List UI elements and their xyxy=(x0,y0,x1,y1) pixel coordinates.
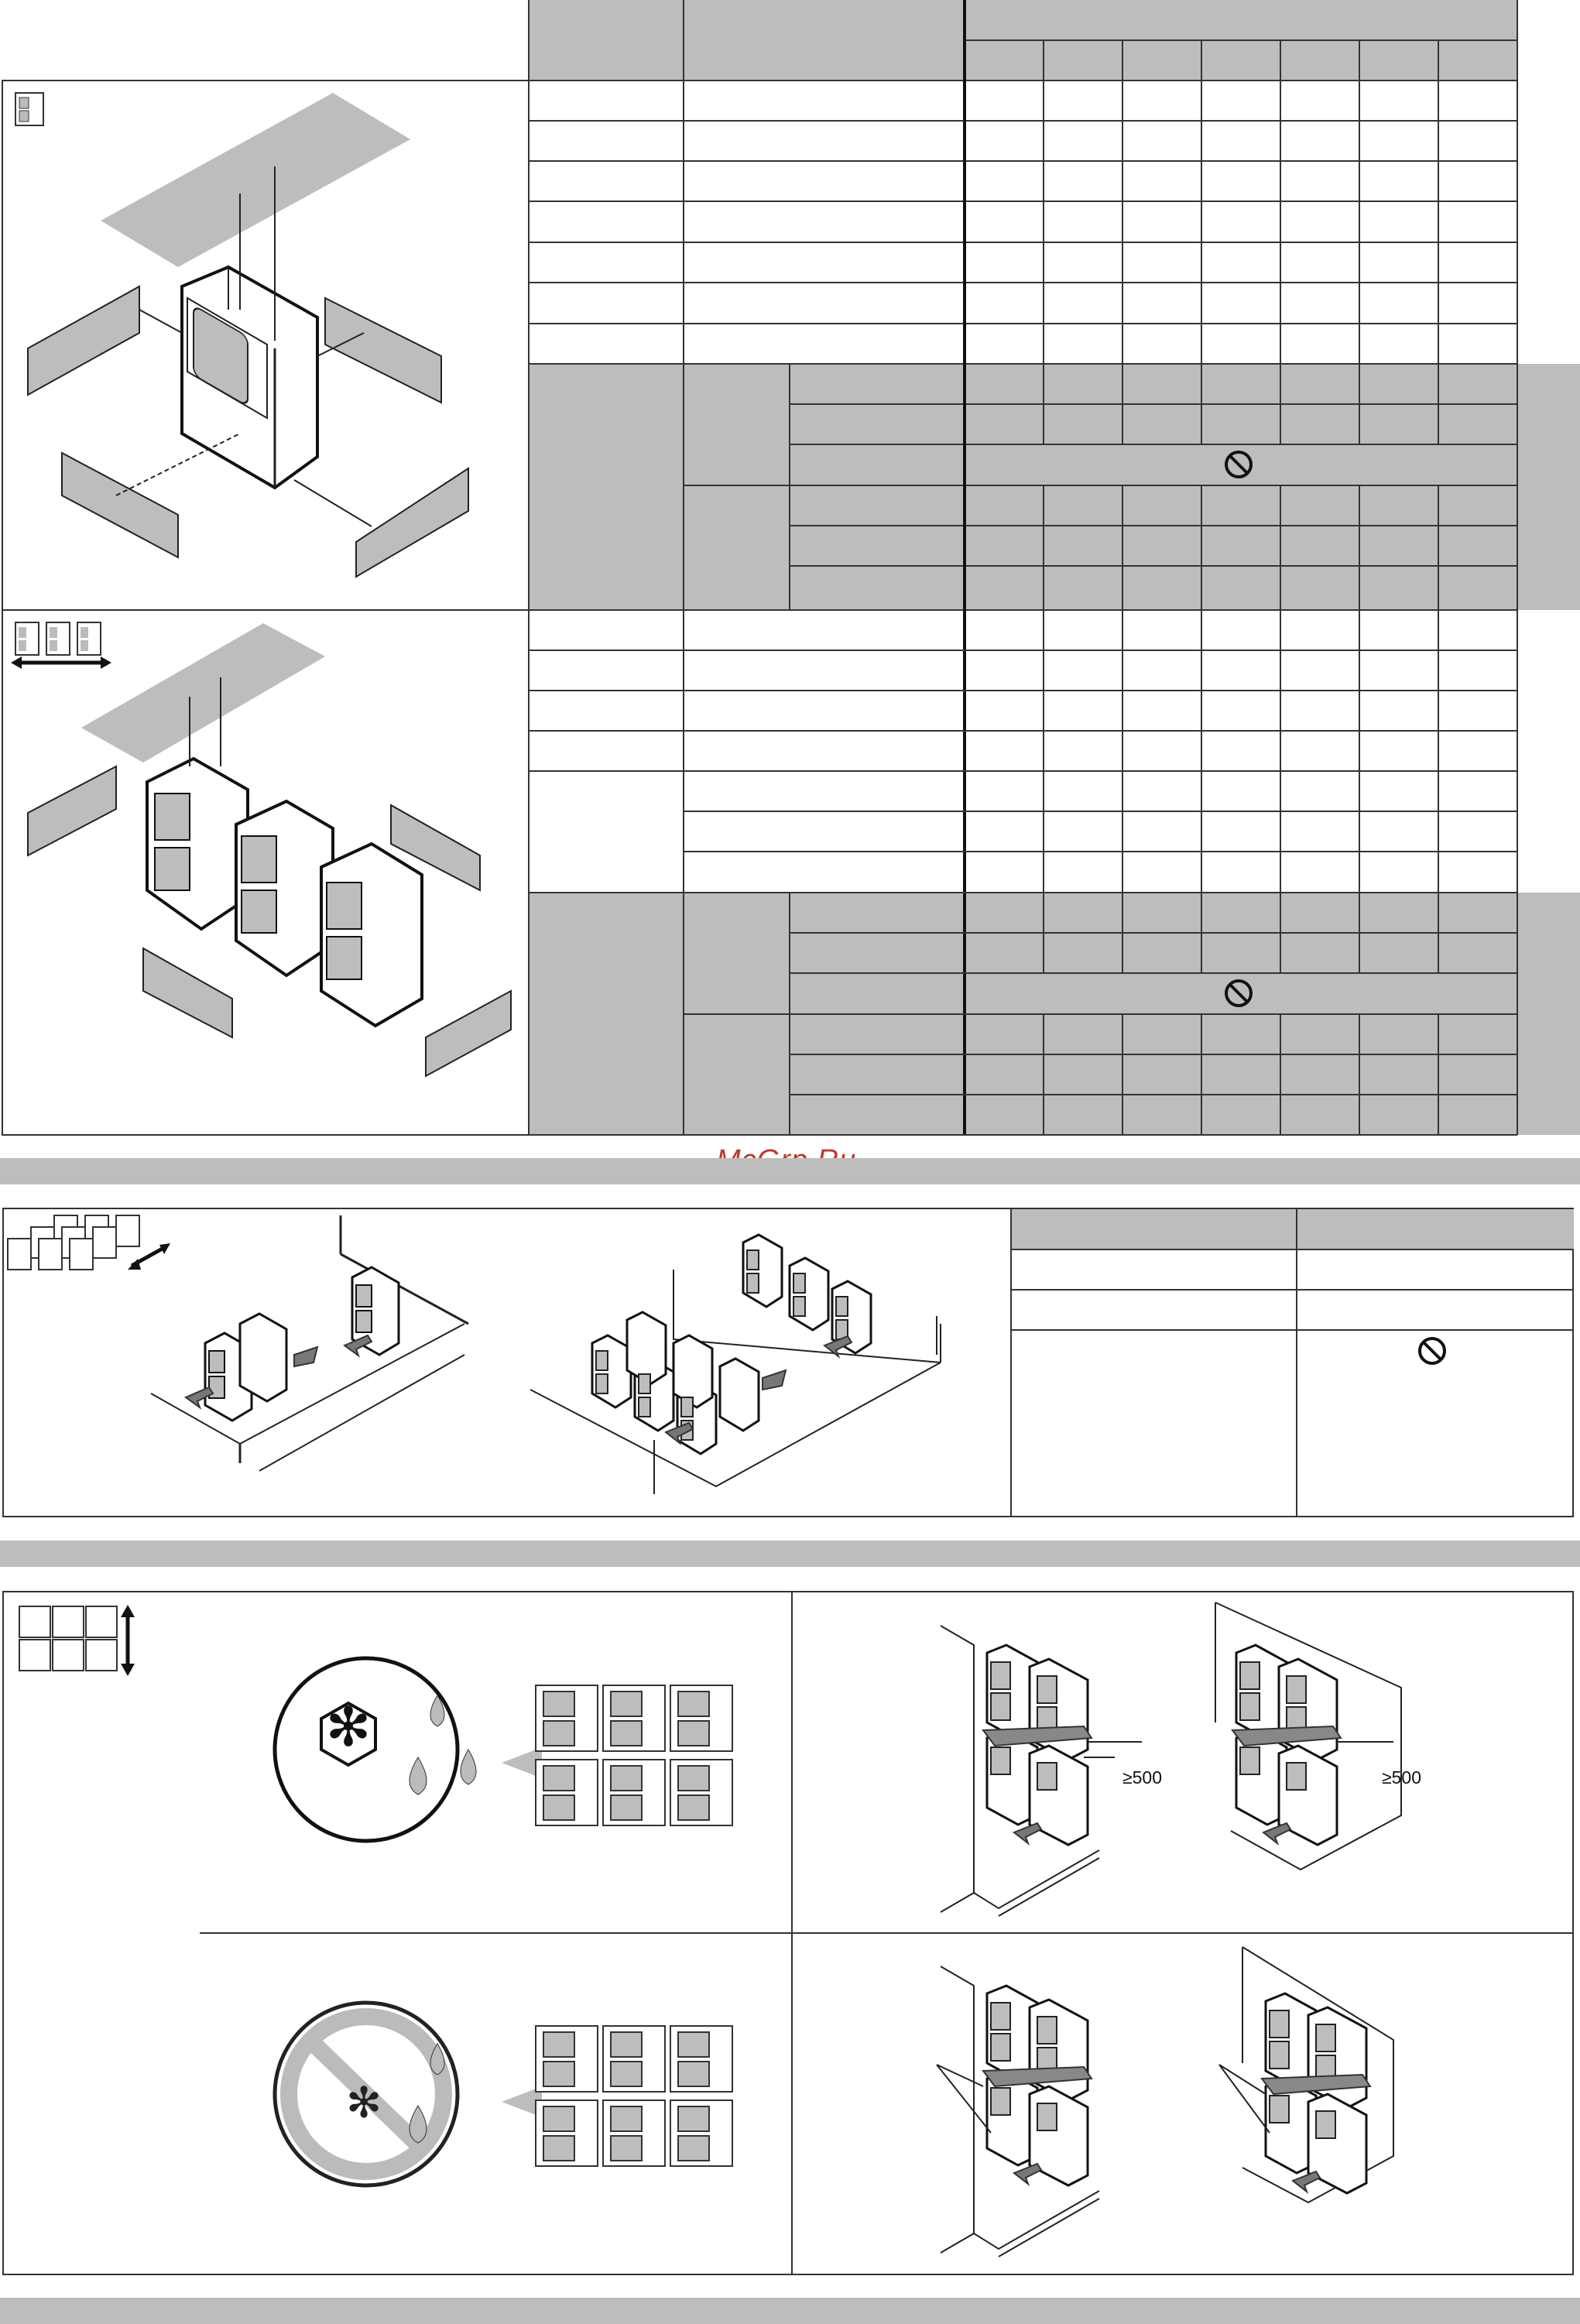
section-divider-band-2 xyxy=(0,1541,1580,1567)
svg-text:✻: ✻ xyxy=(325,1695,372,1759)
section-divider-band xyxy=(0,1158,1580,1184)
stacked-diagram-2 xyxy=(1215,1602,1401,1870)
stacked-diagram-4 xyxy=(1219,1947,1393,2202)
row-units-icon xyxy=(11,622,111,669)
clearance-label-top-middle: ≥500 xyxy=(1122,1767,1162,1788)
multi-row-units-icon xyxy=(8,1215,170,1270)
stacked-units-icon xyxy=(19,1605,135,1676)
single-unit-icon xyxy=(15,93,43,125)
multi-row-diagram-b xyxy=(530,1235,941,1494)
stacked-diagram-3 xyxy=(937,1966,1099,2257)
multi-row-diagram-a xyxy=(151,1215,468,1471)
top-table-section xyxy=(0,0,1580,1138)
prohibited-icon xyxy=(1420,1339,1445,1363)
snow-rain-icon xyxy=(275,1658,542,1841)
stacked-section xyxy=(0,1591,1580,2275)
stacked-units-grid-a xyxy=(536,1685,732,1825)
stacked-units-grid-b xyxy=(536,2026,732,2166)
multi-row-section xyxy=(0,1208,1580,1517)
no-snow-rain-icon xyxy=(275,2003,542,2185)
bottom-divider-band xyxy=(0,2298,1580,2324)
clearance-label-top-right: ≥500 xyxy=(1382,1767,1421,1788)
stacked-diagram-1 xyxy=(941,1626,1142,1916)
svg-text:✻: ✻ xyxy=(345,2078,382,2127)
